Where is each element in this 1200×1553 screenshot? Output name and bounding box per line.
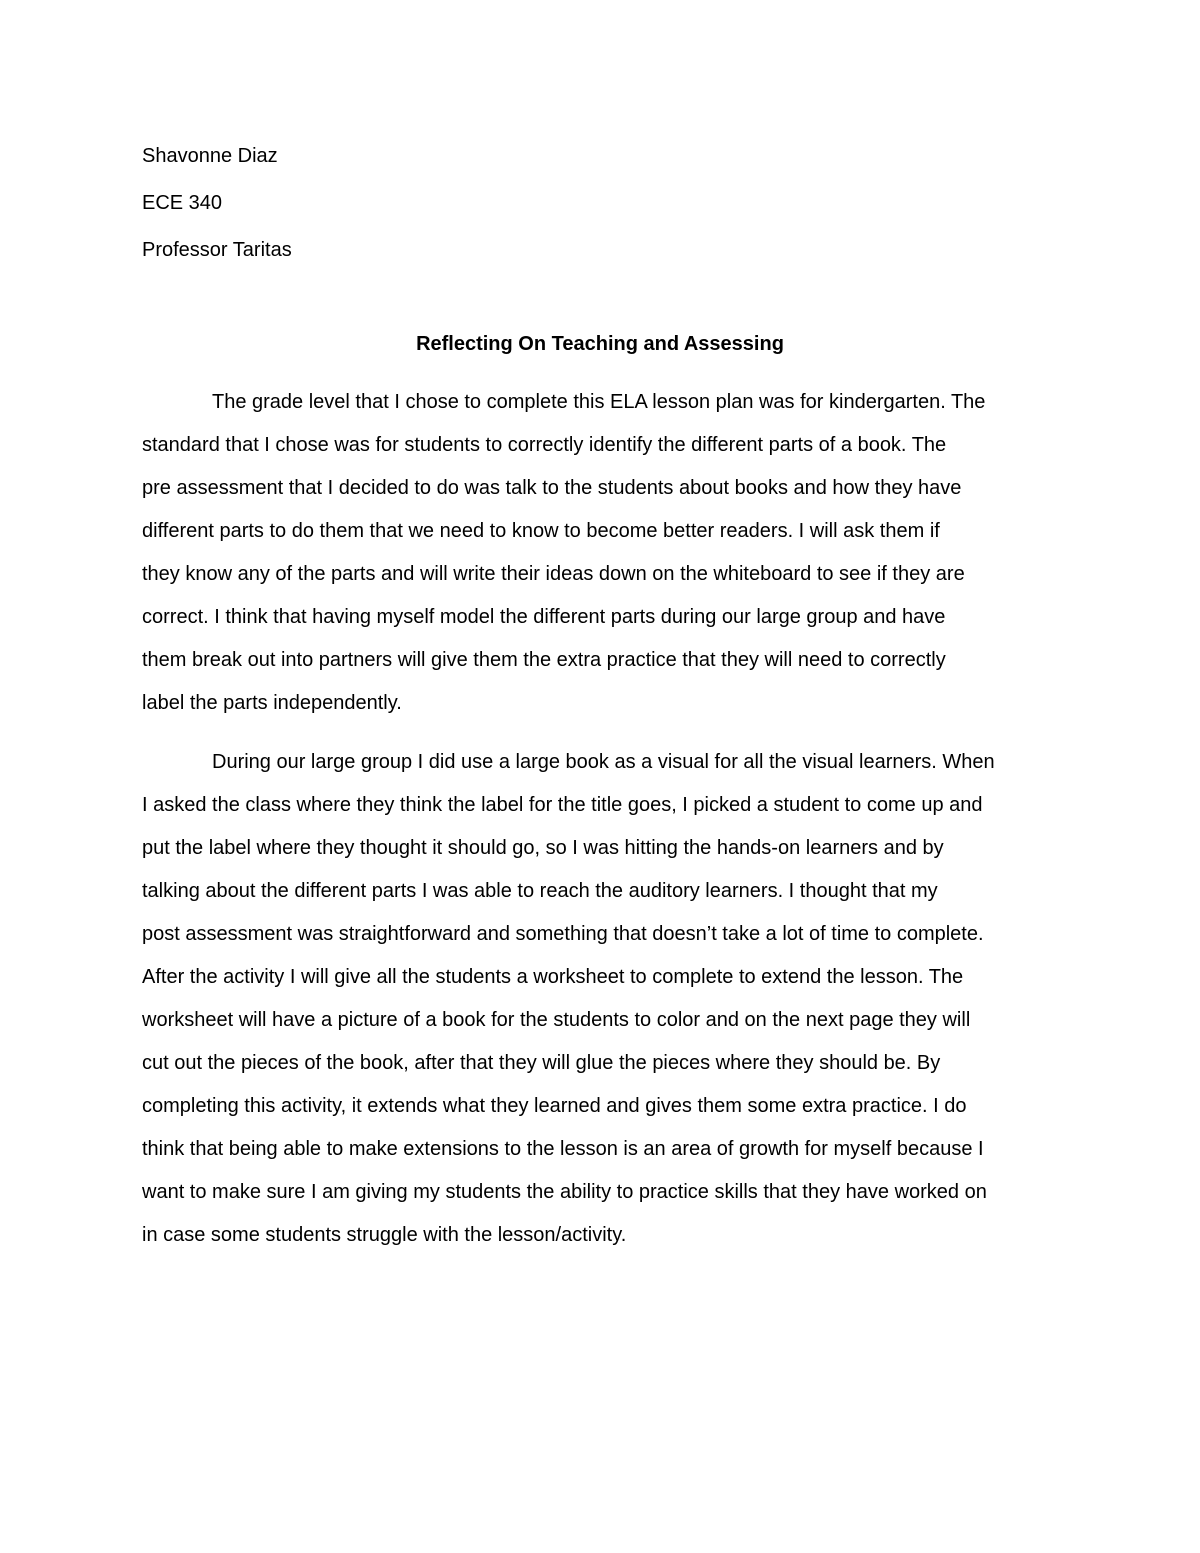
paragraph-1 [142, 390, 1072, 734]
course-code: ECE 340 [142, 192, 223, 214]
paragraph-line: talking about the different parts I was able to reach the auditory learners. I thought that my [142, 880, 938, 902]
paragraph-line: post assessment was straightforward and something that doesn’t take a lot of time to complete. [142, 923, 984, 945]
paragraph-line: completing this activity, it extends what they learned and gives them some extra practice. I do [142, 1095, 967, 1117]
paragraph-line: think that being able to make extensions to the lesson is an area of growth for myself because I [142, 1138, 984, 1160]
paragraph-line: During our large group I did use a large book as a visual for all the visual learners. When [212, 751, 995, 773]
paragraph-line: correct. I think that having myself model the different parts during our large group and have [142, 606, 946, 628]
paragraph-line: want to make sure I am giving my students the ability to practice skills that they have worked on [142, 1181, 987, 1203]
paragraph-2 [142, 750, 1072, 1266]
paragraph-line: After the activity I will give all the students a worksheet to complete to extend the lesson. The [142, 966, 964, 988]
paragraph-line: I asked the class where they think the label for the title goes, I picked a student to come up and [142, 794, 983, 816]
paragraph-line: The grade level that I chose to complete this ELA lesson plan was for kindergarten. The [212, 391, 986, 413]
paragraph-line: standard that I chose was for students to correctly identify the different parts of a book. The [142, 434, 947, 456]
paragraph-line: them break out into partners will give them the extra practice that they will need to correctly [142, 649, 946, 671]
paragraph-line: they know any of the parts and will write their ideas down on the whiteboard to see if they are [142, 563, 965, 585]
paragraph-line: cut out the pieces of the book, after that they will glue the pieces where they should be. By [142, 1052, 941, 1074]
paragraph-line: put the label where they thought it should go, so I was hitting the hands-on learners and by [142, 837, 944, 859]
paragraph-line: worksheet will have a picture of a book for the students to color and on the next page they will [142, 1009, 971, 1031]
paragraph-line: pre assessment that I decided to do was talk to the students about books and how they have [142, 477, 962, 499]
professor-name: Professor Taritas [142, 239, 292, 261]
author-name: Shavonne Diaz [142, 145, 278, 167]
document-title: Reflecting On Teaching and Assessing [416, 333, 784, 355]
paragraph-line: in case some students struggle with the lesson/activity. [142, 1224, 627, 1246]
paragraph-line: different parts to do them that we need to know to become better readers. I will ask them if [142, 520, 940, 542]
paragraph-line: label the parts independently. [142, 692, 402, 714]
